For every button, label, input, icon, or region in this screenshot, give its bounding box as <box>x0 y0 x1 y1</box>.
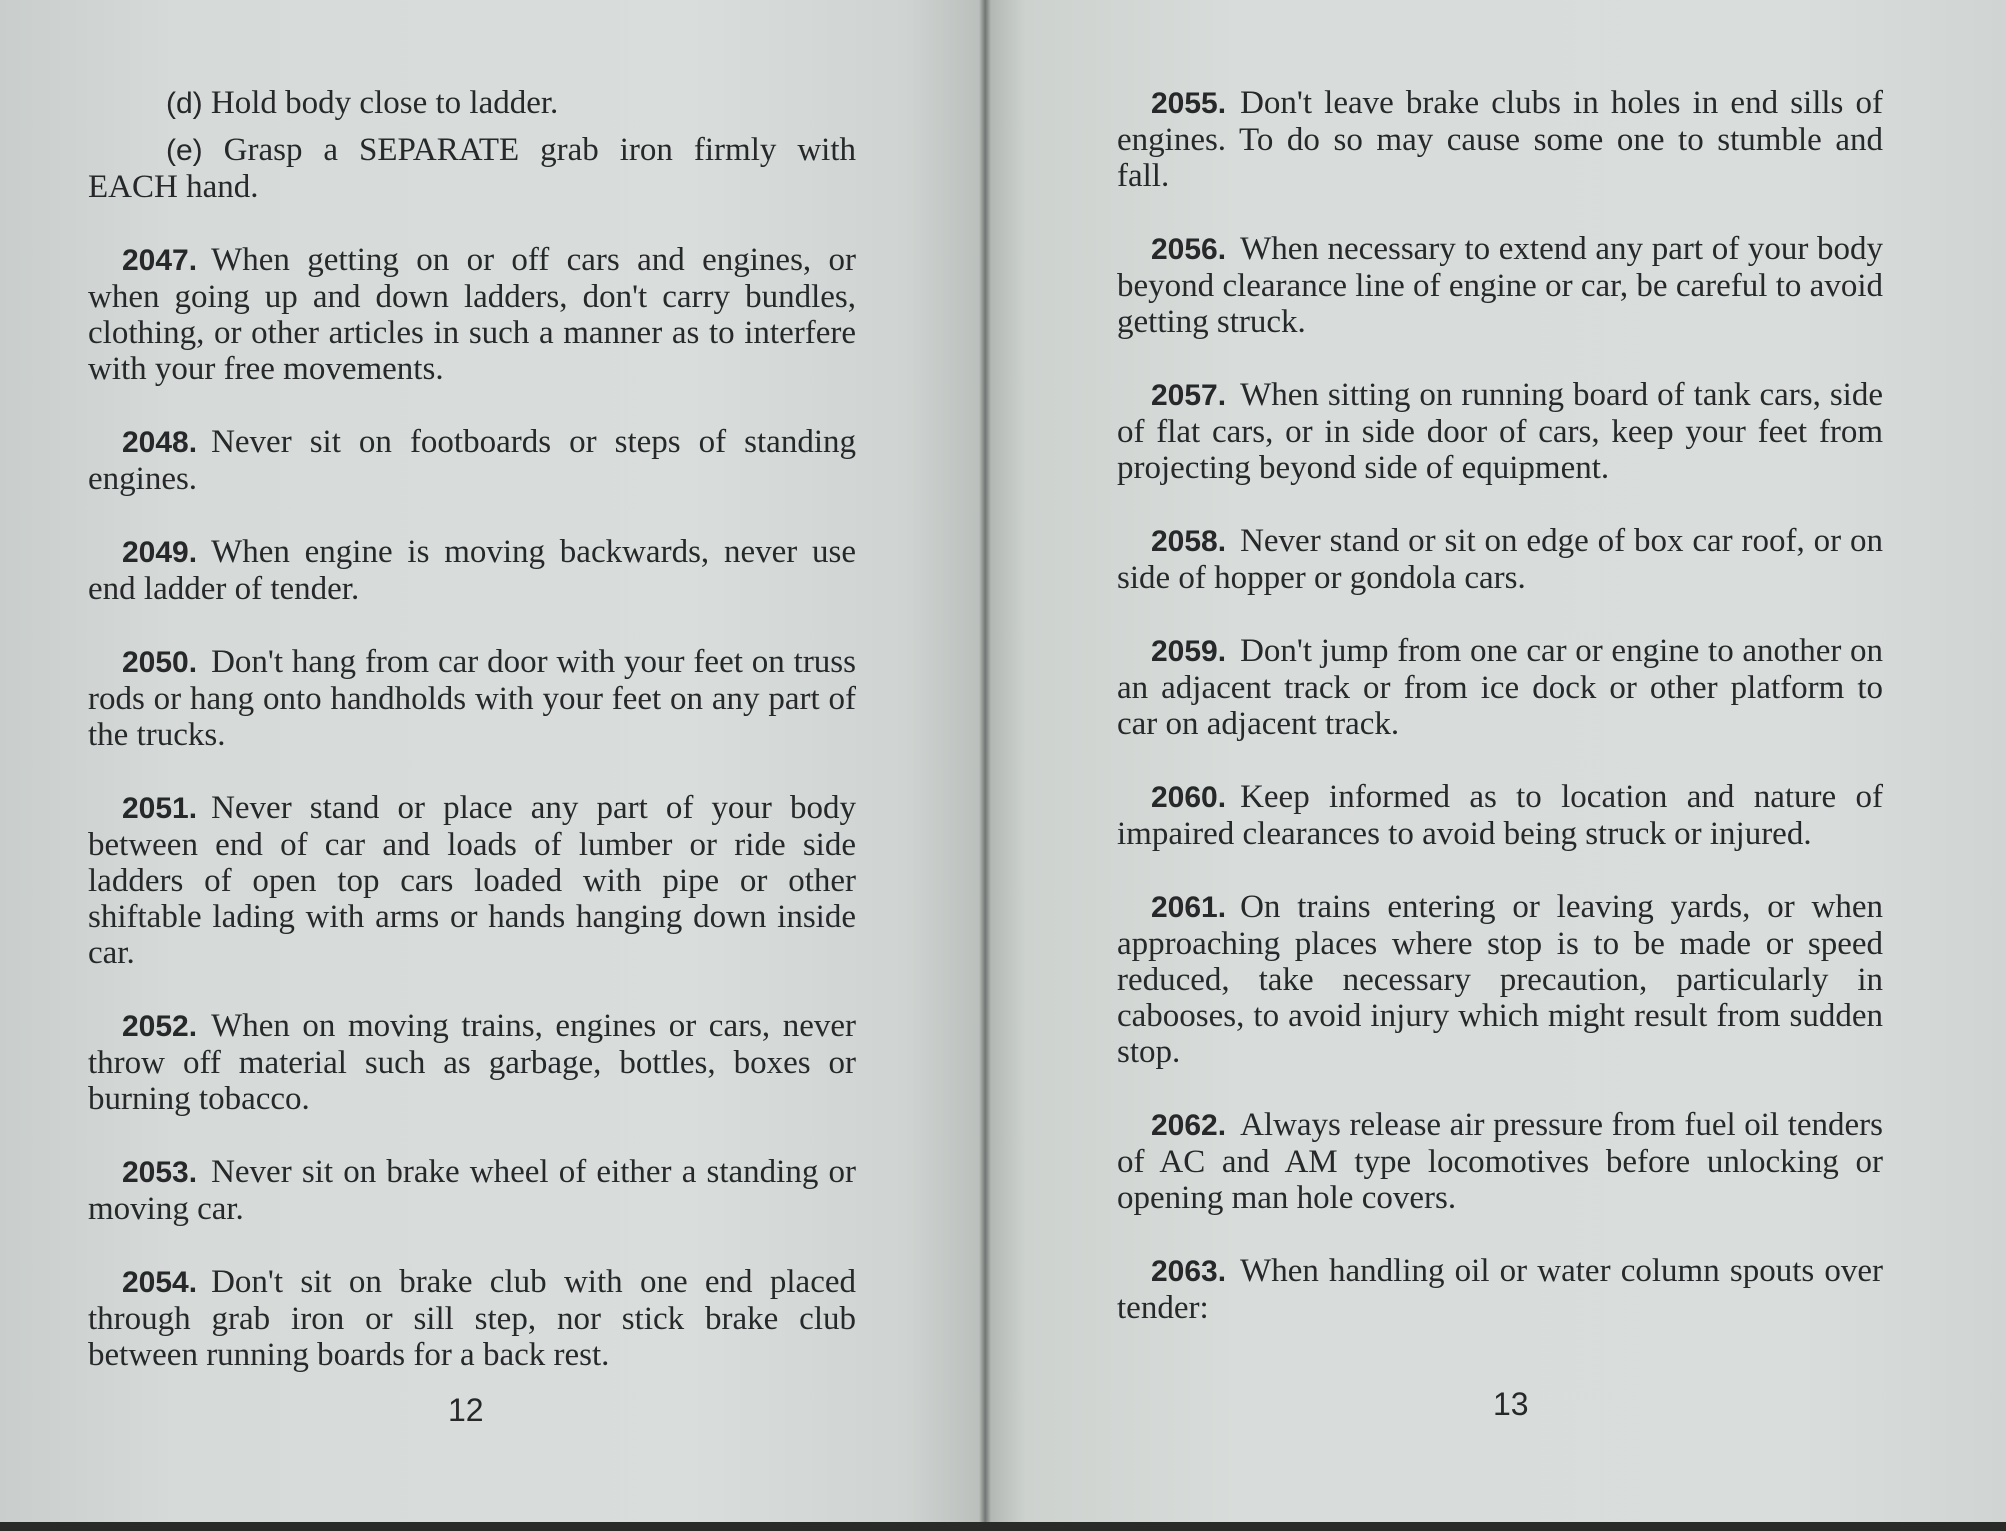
book-gutter <box>979 0 991 1528</box>
rule-text: Don't sit on brake club with one end placed through grab iron or sill step, nor stick brake club between running boards for a back rest. <box>88 1264 856 1373</box>
rule-number: 2061. <box>1151 891 1227 924</box>
rule-2052 <box>88 1008 856 1117</box>
rule-text: Don't hang from car door with your feet on truss rods or hang onto handholds with your feet on any part of the trucks. <box>88 644 856 753</box>
rule-number: 2050. <box>122 646 198 679</box>
rule-text: When on moving trains, engines or cars, never throw off material such as garbage, bottles, boxes or burning tobacco. <box>88 1008 856 1117</box>
rule-2050 <box>88 644 856 753</box>
rule-2051 <box>88 790 856 971</box>
rule-number: 2048. <box>122 426 198 459</box>
rule-number: 2052. <box>122 1010 198 1043</box>
rule-text: When engine is moving backwards, never use end ladder of tender. <box>88 534 856 607</box>
rule-number: 2051. <box>122 792 198 825</box>
rule-2058 <box>1117 523 1883 596</box>
rule-2059 <box>1117 633 1883 742</box>
rule-number: 2060. <box>1151 781 1227 814</box>
rule-text: Don't leave brake clubs in holes in end sills of engines. To do so may cause some one to stumble and fall. <box>1117 85 1883 194</box>
subitem-text: Grasp a SEPARATE grab iron firmly with EACH hand. <box>88 132 856 205</box>
bottom-edge <box>0 1522 2006 1531</box>
page-number: 12 <box>448 1392 484 1428</box>
rule-2054 <box>88 1264 856 1373</box>
rule-text: Keep informed as to location and nature of impaired clearances to avoid being struck or injured. <box>1117 779 1883 852</box>
rule-2057 <box>1117 377 1883 486</box>
rule-text: Never sit on footboards or steps of standing engines. <box>88 424 856 497</box>
rule-number: 2057. <box>1151 379 1227 412</box>
subitem-letter: (d) <box>166 87 203 120</box>
rule-number: 2058. <box>1151 525 1227 558</box>
rule-2048 <box>88 424 856 497</box>
rule-2049 <box>88 534 856 607</box>
subitem-d <box>88 85 856 122</box>
rule-2047 <box>88 242 856 387</box>
rule-number: 2047. <box>122 244 198 277</box>
rule-2056 <box>1117 231 1883 340</box>
rule-text: When necessary to extend any part of your body beyond clearance line of engine or car, be careful to avoid getting struck. <box>1117 231 1883 340</box>
rule-number: 2053. <box>122 1156 198 1189</box>
rule-2061 <box>1117 889 1883 1070</box>
rule-number: 2055. <box>1151 87 1227 120</box>
rule-text: On trains entering or leaving yards, or when approaching places where stop is to be made or speed reduced, take necessary precaution, particularly in cabooses, to avoid injury which might result from sudden stop. <box>1117 889 1883 1070</box>
subitem-letter: (e) <box>166 134 203 167</box>
left-page-text <box>88 85 856 1410</box>
rule-text: When sitting on running board of tank cars, side of flat cars, or in side door of cars, keep your feet from projecting beyond side of equipment. <box>1117 377 1883 486</box>
page-number-right: 13 <box>1493 1386 1529 1422</box>
rule-2055 <box>1117 85 1883 194</box>
rule-number: 2062. <box>1151 1109 1227 1142</box>
rule-2053 <box>88 1154 856 1227</box>
rule-text: Don't jump from one car or engine to another on an adjacent track or from ice dock or other platform to car on adjacent track. <box>1117 633 1883 742</box>
rule-text: Never sit on brake wheel of either a standing or moving car. <box>88 1154 856 1227</box>
right-page <box>985 0 2006 1528</box>
rule-text: Always release air pressure from fuel oil tenders of AC and AM type locomotives before unlocking or opening man hole covers. <box>1117 1107 1883 1216</box>
rule-2060 <box>1117 779 1883 852</box>
rule-2062 <box>1117 1107 1883 1216</box>
rule-number: 2049. <box>122 536 198 569</box>
left-page <box>0 0 985 1528</box>
rule-text: When handling oil or water column spouts over tender: <box>1117 1253 1883 1326</box>
rule-number: 2063. <box>1151 1255 1227 1288</box>
subitem-e <box>88 132 856 205</box>
rule-text: Never stand or place any part of your body between end of car and loads of lumber or ride side ladders of open top cars loaded with pipe or other shiftable lading with arms or hands hanging down inside car. <box>88 790 856 971</box>
rule-text: Never stand or sit on edge of box car roof, or on side of hopper or gondola cars. <box>1117 523 1883 596</box>
rule-2063 <box>1117 1253 1883 1326</box>
rule-number: 2054. <box>122 1266 198 1299</box>
rule-number: 2059. <box>1151 635 1227 668</box>
rule-number: 2056. <box>1151 233 1227 266</box>
subitem-text: Hold body close to ladder. <box>210 85 559 121</box>
rule-text: When getting on or off cars and engines, or when going up and down ladders, don't carry bundles, clothing, or other articles in such a manner as to interfere with your free movements. <box>88 242 856 387</box>
right-page-text <box>1117 85 1883 1363</box>
